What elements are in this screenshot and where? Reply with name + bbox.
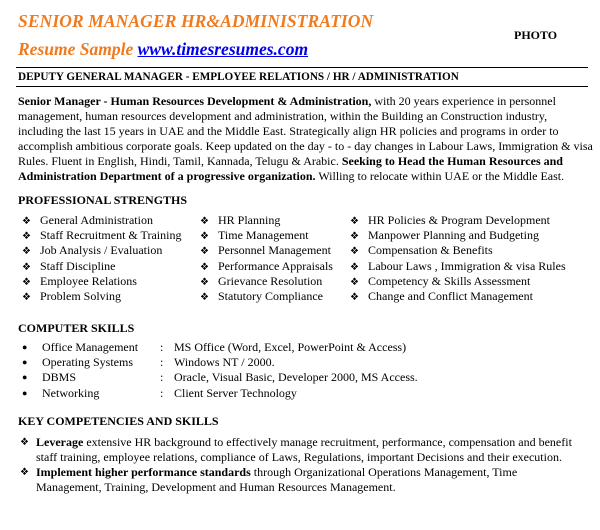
subtitle-text: Resume Sample [18,39,134,59]
diamond-bullet-icon: ❖ [22,276,31,288]
list-item: ❖ Personnel Management [200,243,331,258]
position-line: DEPUTY GENERAL MANAGER - EMPLOYEE RELATIONS / HR / ADMINISTRATION [18,71,459,83]
skill-value: Oracle, Visual Basic, Developer 2000, MS Access. [174,370,418,385]
list-item: ❖ Compensation & Benefits [350,243,493,258]
diamond-bullet-icon: ❖ [20,437,29,448]
round-bullet-icon: ● [22,342,28,352]
list-item: ❖ Job Analysis / Evaluation [22,243,163,258]
skill-separator: : [160,370,164,385]
list-item: ❖ Competency & Skills Assessment [350,273,531,288]
summary-title: Senior Manager - Human Resources Development & Administration, [18,94,372,108]
list-item: ❖ Grievance Resolution [200,273,323,288]
skill-label: DBMS [42,370,77,385]
list-item: ❖ HR Planning [200,213,281,227]
resume-subtitle [18,39,308,60]
skill-separator: : [160,355,164,370]
competencies-heading: KEY COMPETENCIES AND SKILLS [18,414,219,428]
diamond-bullet-icon: ❖ [22,216,31,227]
competency-lead: Implement higher performance standards [36,465,251,479]
website-link[interactable]: www.timesresumes.com [137,39,309,59]
competency-text: staff training, employee relations, compliance of Laws, Regulations, important Decisions and their execution. [36,450,562,464]
diamond-bullet-icon: ❖ [350,216,359,227]
diamond-bullet-icon: ❖ [200,261,209,273]
competency-text: Management, Training, Development and Human Resources Management. [36,480,396,494]
summary-text: management, human resources development and administration, within the Building an Construction industry, [18,109,548,123]
skill-value: MS Office (Word, Excel, PowerPoint & Access) [174,340,407,354]
list-item [20,465,590,495]
competency-lead: Leverage [36,435,84,449]
skill-value: Windows NT / 2000. [174,355,275,370]
diamond-bullet-icon: ❖ [200,246,209,258]
diamond-bullet-icon: ❖ [350,276,359,288]
summary-objective: Seeking to Head the Human Resources and [338,154,563,168]
skill-label: Operating Systems [42,355,133,370]
diamond-bullet-icon: ❖ [22,261,31,273]
strengths-heading: PROFESSIONAL STRENGTHS [18,193,188,207]
skill-label: Networking [42,385,100,400]
top-divider [16,67,588,68]
diamond-bullet-icon: ❖ [20,467,29,478]
diamond-bullet-icon: ❖ [350,246,359,258]
skill-label: Office Management [42,340,139,354]
diamond-bullet-icon: ❖ [200,231,209,243]
diamond-bullet-icon: ❖ [200,291,209,303]
list-item [20,435,590,465]
summary-objective: Administration Department of a progressive organization. [18,169,316,183]
list-item: ❖ Time Management [200,228,309,243]
summary-text: accomplish ambitious corporate goals. Keep updated on the day - to - day changes in Labour Laws, Immigration & visa [18,139,593,153]
list-item: ❖ Employee Relations [22,273,137,288]
list-item: ❖ Performance Appraisals [200,258,333,273]
round-bullet-icon: ● [22,372,28,383]
list-item: ❖ Statutory Compliance [200,288,323,303]
list-item: ❖ Manpower Planning and Budgeting [350,228,539,243]
list-item: ❖ Staff Recruitment & Training [22,228,182,243]
computer-skills-heading: COMPUTER SKILLS [18,321,135,335]
diamond-bullet-icon: ❖ [350,261,359,273]
skill-value: Client Server Technology [174,385,297,400]
round-bullet-icon: ● [22,357,28,368]
list-item: ❖ General Administration [22,213,153,227]
diamond-bullet-icon: ❖ [22,231,31,243]
list-item: ❖ Change and Conflict Management [350,288,533,303]
diamond-bullet-icon: ❖ [350,291,359,303]
resume-title: SENIOR MANAGER HR&ADMINISTRATION [18,11,374,31]
competency-text: extensive HR background to effectively manage recruitment, performance, compensation and benefit [83,435,572,449]
strengths-column-2 [200,213,333,304]
skill-separator: : [160,385,164,400]
round-bullet-icon: ● [22,387,28,398]
list-item: ❖ Labour Laws , Immigration & visa Rules [350,258,566,273]
list-item: ❖ Problem Solving [22,288,122,303]
diamond-bullet-icon: ❖ [200,216,209,227]
strengths-column-3 [350,213,566,304]
competencies-list [20,435,590,495]
diamond-bullet-icon: ❖ [22,291,31,303]
summary-text: including the last 15 years in UAE and the Middle East. Strategically align HR policies and programs in order to [18,124,559,138]
summary-text: with 20 years experience in personnel [371,94,556,108]
summary-paragraph [18,94,593,184]
list-item: ❖ Staff Discipline [22,258,116,273]
photo-placeholder: PHOTO [514,28,558,42]
position-divider [16,86,588,87]
skill-separator: : [160,340,164,354]
diamond-bullet-icon: ❖ [350,231,359,243]
diamond-bullet-icon: ❖ [200,276,209,288]
summary-text: Rules. Fluent in English, Hindi, Tamil, Kannada, Telugu & Arabic. [18,154,339,168]
summary-text: Willing to relocate within UAE or the Middle East. [315,169,565,183]
strengths-column-1 [22,213,181,304]
list-item: ❖ HR Policies & Program Development [350,213,550,227]
diamond-bullet-icon: ❖ [22,246,31,258]
competency-text: through Organizational Operations Management, Time [250,465,518,479]
